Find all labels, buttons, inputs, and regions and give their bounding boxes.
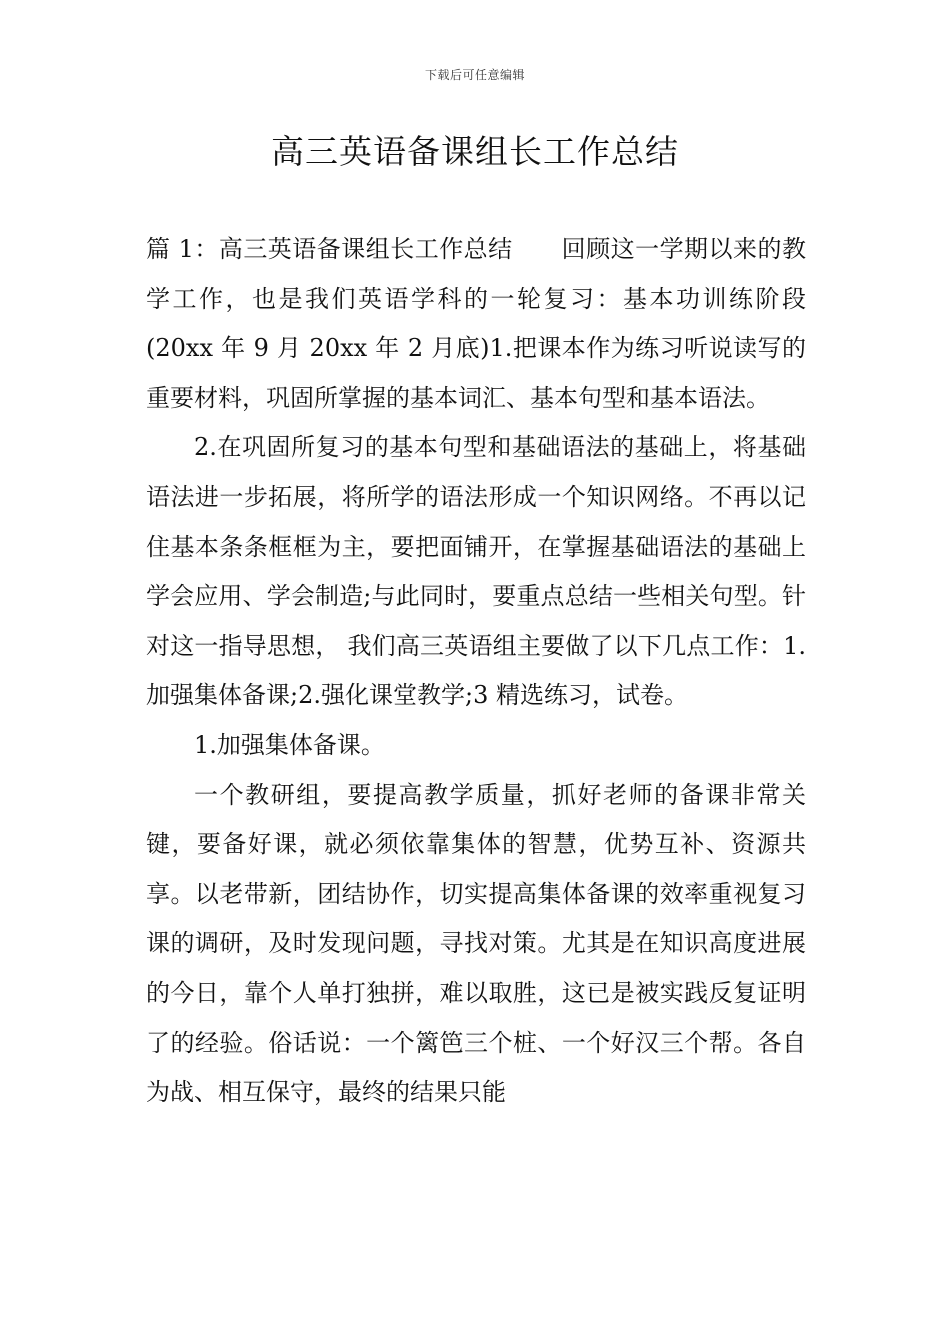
- section-heading: 1.加强集体备课。: [194, 730, 385, 759]
- document-body: [146, 225, 806, 1118]
- paragraph-intro: 篇 1：高三英语备课组长工作总结 回顾这一学期以来的教学工作，也是我们英语学科的一轮复习：基本功训练阶段(20xx 年 9 月 20xx 年 2 月底)1.把课本作为练习听说读写的重要材料，巩固所掌握的基本词汇、基本句型和基本语法。: [146, 235, 806, 412]
- paragraph-grammar: 2.在巩固所复习的基本句型和基础语法的基础上，将基础语法进一步拓展，将所学的语法形成一个知识网络。不再以记住基本条条框框为主，要把面铺开，在掌握基础语法的基础上学会应用、学会制造;与此同时，要重点总结一些相关句型。针对这一指导思想， 我们高三英语组主要做了以下几点工作：1.加强集体备课;2.强化课堂教学;3 精选练习，试卷。: [146, 433, 806, 710]
- header-note: 下载后可任意编辑: [424, 68, 525, 82]
- document-title: 高三英语备课组长工作总结: [271, 132, 679, 171]
- paragraph-collective-prep: 一个教研组，要提高教学质量，抓好老师的备课非常关键，要备好课，就必须依靠集体的智慧，优势互补、资源共享。以老带新，团结协作，切实提高集体备课的效率重视复习课的调研，及时发现问题，寻找对策。尤其是在知识高度进展的今日，靠个人单打独拼，难以取胜，这已是被实践反复证明了的经验。俗话说：一个篱笆三个桩、一个好汉三个帮。各自为战、相互保守，最终的结果只能: [146, 780, 806, 1107]
